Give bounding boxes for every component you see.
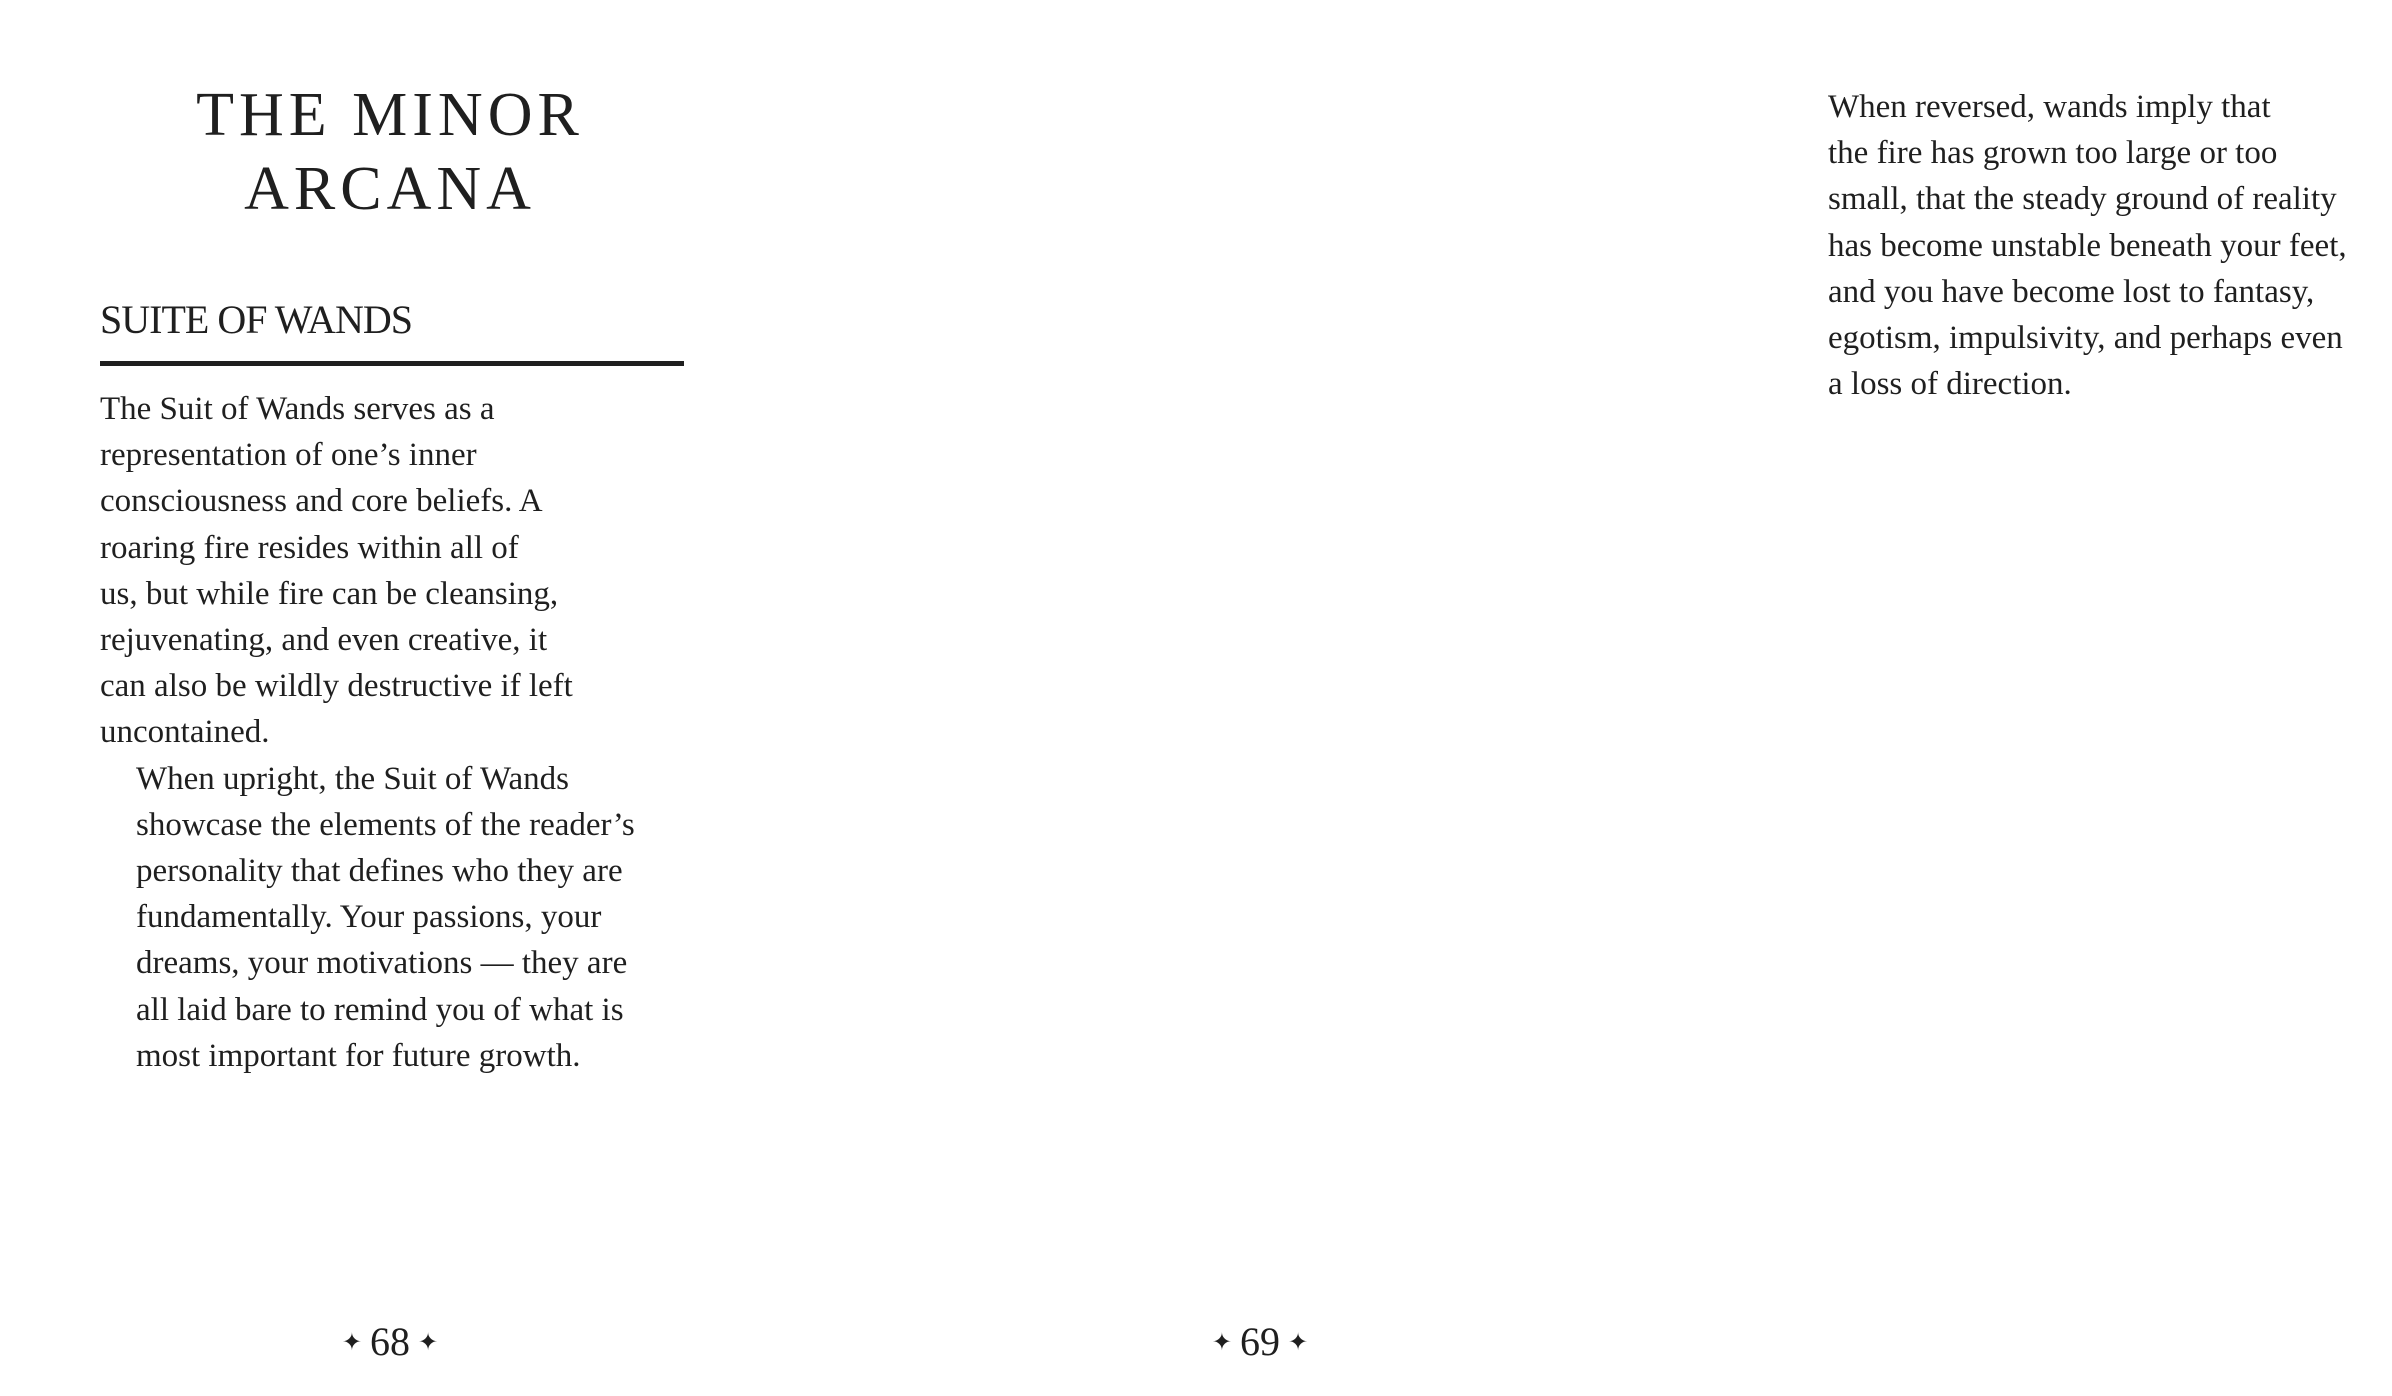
- text-line: personality that defines who they are: [136, 853, 623, 890]
- chapter-title-line: THE MINOR: [196, 81, 584, 149]
- star-ornament-icon: ✦: [418, 1329, 439, 1356]
- text-line: When upright, the Suit of Wands: [136, 760, 570, 797]
- star-ornament-icon: ✦: [341, 1329, 362, 1356]
- paragraph: [1792, 84, 2392, 407]
- text-line: consciousness and core beliefs. A: [100, 483, 543, 520]
- section-heading: SUITE OF WANDS: [100, 297, 412, 342]
- text-line: can also be wildly destructive if left: [100, 668, 573, 705]
- left-body-text: [100, 386, 700, 1079]
- text-line: fundamentally. Your passions, your: [136, 899, 602, 936]
- text-line: us, but while fire can be cleansing,: [100, 575, 559, 612]
- paragraph: [100, 756, 700, 1079]
- text-line: the fire has grown too large or too: [1828, 135, 2278, 172]
- text-line: a loss of direction.: [1828, 366, 2072, 403]
- text-line: uncontained.: [100, 714, 270, 751]
- text-line: dreams, your motivations — they are: [136, 945, 628, 982]
- right-page: [820, 0, 2347, 1396]
- text-line: The Suit of Wands serves as a: [100, 391, 495, 427]
- text-line: egotism, impulsivity, and perhaps even: [1828, 320, 2343, 357]
- text-line: has become unstable beneath your feet,: [1828, 227, 2347, 264]
- text-line: showcase the elements of the reader’s: [136, 806, 635, 843]
- text-line: When reversed, wands imply that: [1828, 89, 2271, 125]
- star-ornament-icon: ✦: [1288, 1329, 1309, 1356]
- star-ornament-icon: ✦: [1211, 1329, 1232, 1356]
- chapter-title: [100, 78, 680, 226]
- page-number-value: 68: [370, 1319, 410, 1364]
- right-body-text: [1792, 84, 2392, 407]
- text-line: representation of one’s inner: [100, 437, 477, 474]
- text-line: most important for future growth.: [136, 1037, 581, 1074]
- text-line: and you have become lost to fantasy,: [1828, 273, 2315, 310]
- page-number-value: 69: [1240, 1319, 1280, 1364]
- section-divider: [100, 361, 684, 366]
- chapter-title-line: ARCANA: [244, 155, 536, 223]
- left-page: [0, 0, 820, 1396]
- text-line: roaring fire resides within all of: [100, 529, 519, 566]
- paragraph: [100, 386, 700, 756]
- page-number: [280, 1318, 500, 1370]
- text-line: all laid bare to remind you of what is: [136, 991, 624, 1028]
- text-line: small, that the steady ground of reality: [1828, 181, 2337, 218]
- text-line: rejuvenating, and even creative, it: [100, 622, 548, 659]
- page-number: [1150, 1318, 1370, 1370]
